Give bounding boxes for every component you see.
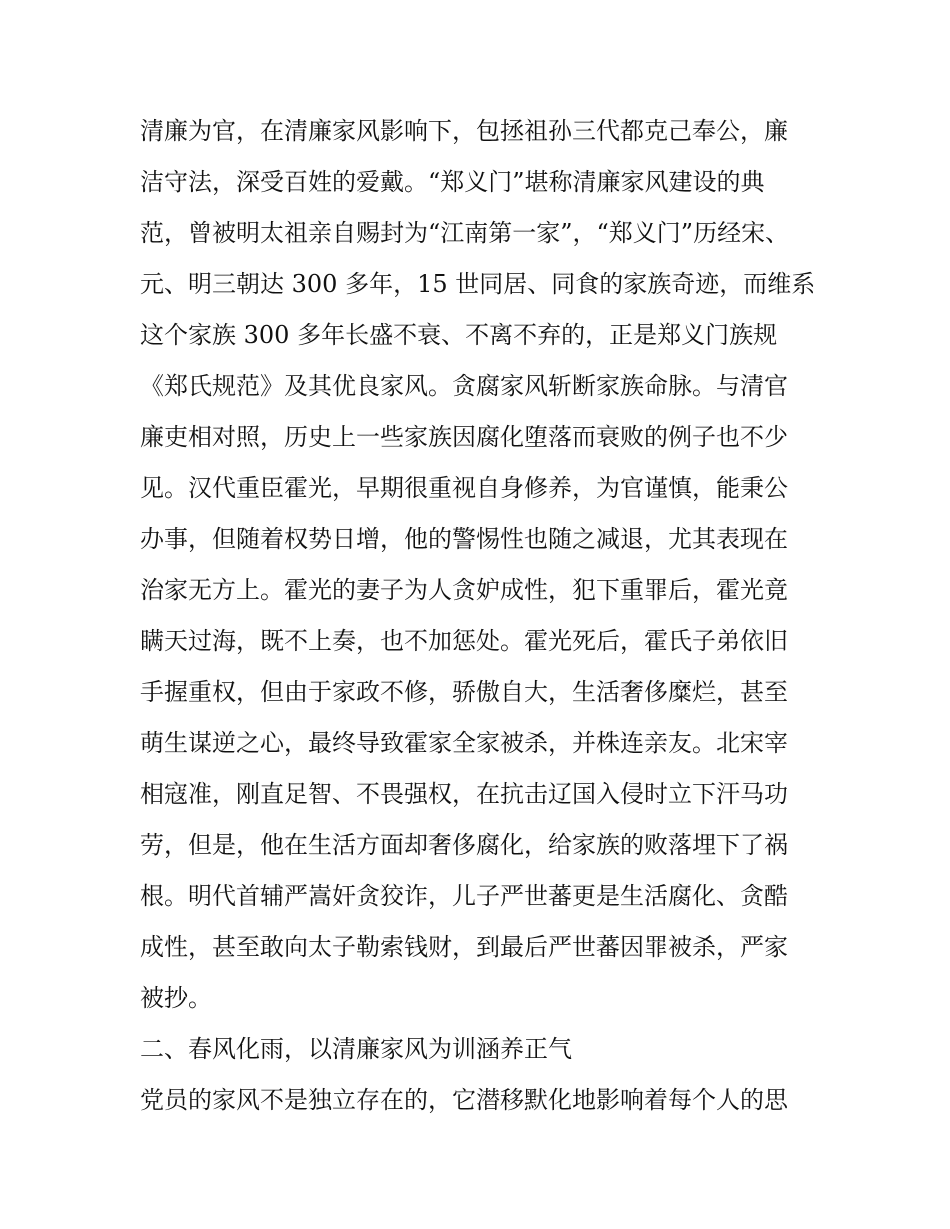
paragraph-line: 党员的家风不是独立存在的，它潜移默化地影响着每个人的思: [140, 1086, 788, 1114]
paragraph-line: 根。明代首辅严嵩奸贪狡诈，儿子严世蕃更是生活腐化、贪酷: [140, 882, 788, 910]
section-heading: 二、春风化雨，以清廉家风为训涵养正气: [140, 1035, 572, 1063]
paragraph-line: 洁守法，深受百姓的爱戴。“郑义门”堪称清廉家风建设的典: [140, 168, 765, 196]
paragraph-line: 治家无方上。霍光的妻子为人贪妒成性，犯下重罪后，霍光竟: [140, 576, 788, 604]
paragraph-line: 劳，但是，他在生活方面却奢侈腐化，给家族的败落埋下了祸: [140, 831, 788, 859]
paragraph-line: 元、明三朝达 300 多年，15 世同居、同食的家族奇迹，而维系: [140, 270, 816, 298]
paragraph-party-member-family-culture: [140, 1075, 820, 1126]
paragraph-line: 廉吏相对照，历史上一些家族因腐化堕落而衰败的例子也不少: [140, 423, 788, 451]
document-body: [140, 106, 820, 1126]
paragraph-line: 成性，甚至敢向太子勒索钱财，到最后严世蕃因罪被杀，严家: [140, 933, 788, 961]
paragraph-line: 相寇准，刚直足智、不畏强权，在抗击辽国入侵时立下汗马功: [140, 780, 788, 808]
paragraph-line: 见。汉代重臣霍光，早期很重视自身修养，为官谨慎，能秉公: [140, 474, 788, 502]
paragraph-line: 被抄。: [140, 984, 212, 1012]
paragraph-line: 清廉为官，在清廉家风影响下，包拯祖孙三代都克己奉公，廉: [140, 117, 788, 145]
paragraph-line: 瞒天过海，既不上奏，也不加惩处。霍光死后，霍氏子弟依旧: [140, 627, 788, 655]
paragraph-line: 办事，但随着权势日增，他的警惕性也随之减退，尤其表现在: [140, 525, 788, 553]
paragraph-line: 《郑氏规范》及其优良家风。贪腐家风斩断家族命脉。与清官: [140, 372, 788, 400]
paragraph-line: 这个家族 300 多年长盛不衰、不离不弃的，正是郑义门族规: [140, 321, 778, 349]
paragraph-line: 萌生谋逆之心，最终导致霍家全家被杀，并株连亲友。北宋宰: [140, 729, 788, 757]
paragraph-line: 手握重权，但由于家政不修，骄傲自大，生活奢侈糜烂，甚至: [140, 678, 788, 706]
paragraph-integrity-family-culture: [140, 106, 820, 1024]
paragraph-line: 范，曾被明太祖亲自赐封为“江南第一家”，“郑义门”历经宋、: [140, 219, 790, 247]
